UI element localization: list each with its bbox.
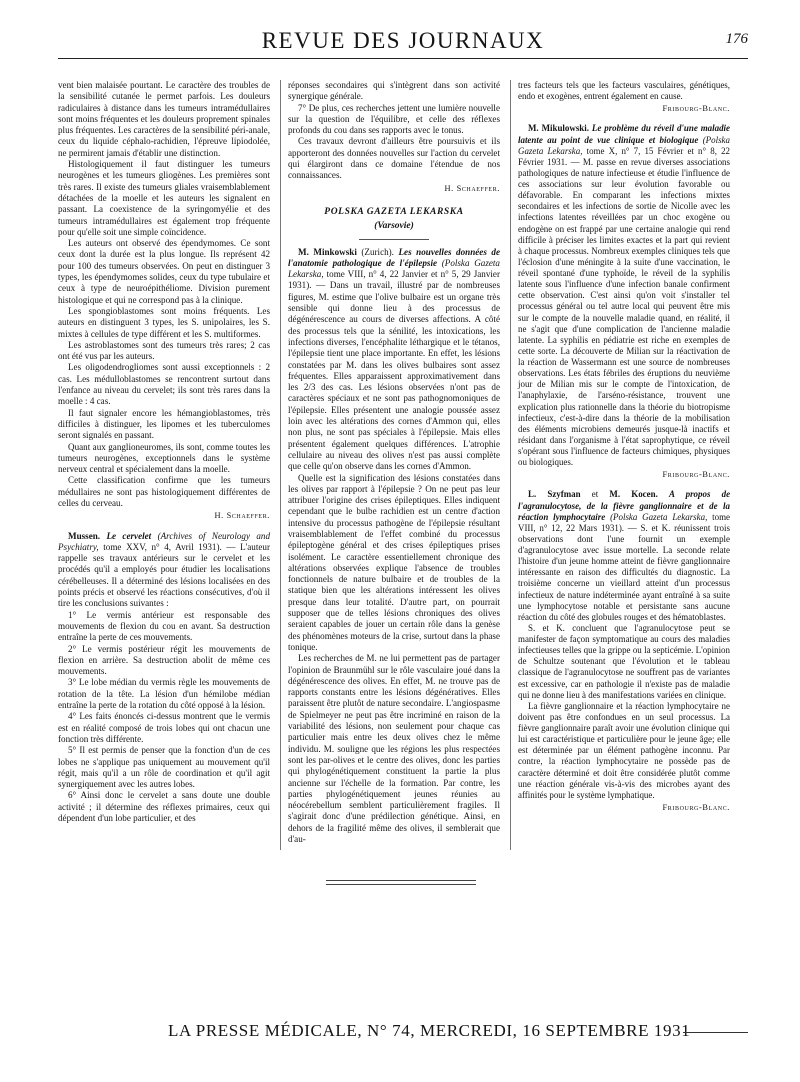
article-journal: (Polska Gazeta Lekarska,	[518, 134, 730, 156]
footer-issue-line: LA PRESSE MÉDICALE, N° 74, MERCREDI, 16 SEPTEMBRE 1931	[168, 1021, 691, 1040]
column-divider	[280, 80, 281, 850]
page-number: 176	[725, 31, 748, 47]
author-signature: H. Schaeffer.	[214, 511, 270, 521]
article-author: Mussen.	[68, 530, 101, 541]
journal-heading-rule	[359, 239, 429, 240]
article-conjunction: et	[591, 489, 599, 500]
column-divider	[510, 80, 511, 850]
article-title: Les nouvelles données de l'anatomie pathologique de l'épilepsie	[288, 246, 500, 268]
article-journal: (Polska Gazeta Lekarska,	[288, 257, 500, 280]
article-author: L. Szyfman	[528, 489, 581, 500]
paragraph: 5° Il est permis de penser que la fonction d'un de ces lobes ne s'applique pas uniquement au mouvement qu'il régit, mais qu'il a un rôle de coordination et qu'il agit synergiquement avec les autres lobes.	[58, 745, 270, 790]
section-end-rule	[326, 880, 476, 881]
paragraph: Les auteurs ont observé des épendymomes. Ce sont ceux dont la durée est la plus longue. Ils représent 42 pour 100 des tumeurs observées. On peut en distinguer 3 types, les épendymomes solides, ceux du type tubulaire et ceux à type de neuroépithéliome. Division purement histologique et qui ne correspond pas à la clinique.	[58, 238, 270, 305]
article-title: Le cervelet	[106, 530, 152, 541]
paragraph: tres facteurs tels que les facteurs vasculaires, génétiques, endo et exogènes, entrent également en cause.	[518, 80, 730, 102]
author-signature: Fribourg-Blanc.	[662, 104, 730, 114]
paragraph: 2° Le vermis postérieur régit les mouvements de flexion en arrière. Sa destruction abolit de même ces mouvements.	[58, 643, 270, 677]
paragraph: 1° Le vermis antérieur est responsable des mouvements de flexion du cou en avant. Sa destruction entraîne la perte de ces mouvements.	[58, 609, 270, 643]
paragraph: La fièvre ganglionnaire et la réaction lymphocytaire ne doivent pas être confondues en un seul processus. La fièvre ganglionnaire paraît avoir une évolution clinique qui lui est caractéristique et particulière pour le jeune âge; elle est déterminée par un élément pathogène inconnu. Par contre, la réaction lymphocytaire ne possède pas de caractère déterminé et doit être considérée plutôt comme une réaction générale vis-à-vis des microbes ayant des affinités pour le système lymphatique.	[518, 700, 730, 800]
paragraph: 4° Les faits énoncés ci-dessus montrent que le vermis est en réalité composé de trois lobes qui ont chacun une fonction très différente.	[58, 711, 270, 744]
article-reference: tome VIII, n° 12, 22 Mars 1931). — S. et K. réunissent trois observations dont l'une fournit un exemple d'agranulocytose avec issue mortelle. La seconde relate l'histoire d'un jeune homme atteint de fièvre ganglionnaire intéressante en raison des difficultés du diagnostic. La troisième concerne un vieillard atteint d'un processus infectieux de nature indéterminée ayant entraîné à sa suite une lymphocytose notable et persistante sans aucune réaction du côté des globules rouges et des hématoblastes.	[518, 511, 731, 622]
paragraph: 6° Ainsi donc le cervelet a sans doute une double activité ; il détermine des réflexes primaires, ceux qui dépendent d'un lobe particulier, et des	[58, 790, 270, 823]
paragraph: 7° De plus, ces recherches jettent une lumière nouvelle sur la question de l'équilibre, et celle des réflexes profonds du cou dans ses rapports avec le tonus.	[288, 102, 500, 136]
footer-rule	[683, 1032, 748, 1033]
author-signature: Fribourg-Blanc.	[662, 802, 730, 812]
paragraph: 3° Le lobe médian du vermis règle les mouvements de rotation de la tête. La lésion d'un hémilobe médian entraîne la perte de la rotation du côté opposé à la lésion.	[58, 677, 270, 711]
column-2	[288, 80, 500, 845]
paragraph: S. et K. concluent que l'agranulocytose peut se manifester de façon symptomatique au cours des maladies infectieuses telles que la grippe ou la septicémie. L'opinion de Schultze soutenant que l'évolution et le tableau classique de l'agranulocytose ne souffrent pas de variantes est excessive, car en pathologie il n'existe pas de maladie qui ne donne lieu à des manifestations variées en clinique.	[518, 622, 730, 700]
article-author: M. Kocen.	[609, 489, 658, 500]
article-reference: tome XXV, n° 4, Avril 1931). — L'auteur rappelle ses travaux antérieurs sur le cervelet et les procédés qu'il a employés pour étudier les localisations cérébelleuses. Il a déterminé des lésions localisées en des points précis et observé les réactions consécutives, d'où il tire les conclusions suivantes :	[58, 541, 270, 609]
paragraph: Cette classification confirme que les tumeurs médullaires ne sont pas histologiquement différentes de celles du cerveau.	[58, 475, 270, 508]
article-author: M. Mikulowski.	[528, 123, 589, 134]
article-abstract	[288, 247, 500, 473]
paragraph: Il faut signaler encore les hémangioblastomes, très difficiles à distinguer, les lipomes et les tuberculomes seront signalés en passant.	[58, 407, 270, 441]
article-title: A propos de l'agranulocytose, de la fièvre ganglionnaire et de la réaction lymphocytaire	[518, 489, 731, 522]
paragraph: Les astroblastomes sont des tumeurs très rares; 2 cas ont été vus par les auteurs.	[58, 339, 270, 362]
article-abstract	[518, 489, 730, 623]
page-title: REVUE DES JOURNAUX	[261, 28, 545, 53]
article-reference: tome VIII, n° 4, 22 Janvier et n° 5, 29 Janvier 1931). — Dans un travail, illustré par de nombreuses figures, M. estime que l'olive bulbaire est un organe très sensible qui donne lieu à des processus de dégénérescence au cours de diverses affections. A côté des processus tels que la sénilité, les intoxications, les infections diverses, l'encéphalite léthargique et le tétanos, l'épilepsie tient une place importante. En effet, les lésions constatées par M. dans les olives bulbaires sont assez fréquentes. Elles apparaissent approximativement dans les 2/3 des cas. Les lésions observées n'ont pas de caractères spéciaux et ne sont pas pathognomoniques de l'épilepsie. Elles présentent une analogie poussée assez loin avec les altérations des cornes d'Ammon qui, elles non plus, ne sont pas spéciales à l'épilepsie. Mais elles présentent également quelques différences. L'atrophie cellulaire au niveau des olives n'est pas aussi complète que celle qu'on observe dans les cornes d'Ammon.	[288, 269, 500, 472]
article-abstract	[518, 123, 730, 468]
paragraph: Les oligodendrogliomes sont aussi exceptionnels : 2 cas. Les médulloblastomes se rencontrent surtout dans l'enfance au niveau du cervelet; ils sont très rares dans la moelle : 4 cas.	[58, 362, 270, 407]
article-title: Le problème du réveil d'une maladie latente au point de vue clinique et biologique	[518, 123, 730, 145]
paragraph: vent bien malaisée pourtant. Le caractère des troubles de la sensibilité cutanée le permet parfois. Les douleurs radiculaires à distance dans les tumeurs intramédullaires sont moins fréquentes et les douleurs proprement spinales plus fréquentes. Les caractères de la sensibilité péri-anale, ceux du liquide céphalo-rachidien, l'épreuve lipiodolée, ne permirent jamais d'établir une distinction.	[58, 80, 270, 158]
author-signature: Fribourg-Blanc.	[662, 470, 730, 480]
article-abstract	[58, 531, 270, 610]
article-reference: tome X, n° 7, 15 Février et n° 8, 22 Février 1931. — M. passe en revue diverses associations pathologiques de nature infectieuse et étudie l'influence de ces associations sur leur évolution favorable ou défavorable. En comparant les infections mixtes secondaires et les infections de sortie de Nicolle avec les infections latentes réveillées par un choc exogène ou endogène on est frappé par une certaine analogie qui rend difficile à préciser les limites exactes et la part qui revient à chaque processus. Nombreux exemples cliniques tels que l'éclosion d'une méningite à la suite d'une vaccination, le réveil spontané d'une typhoïde, le réveil de la syphilis latente sous l'influence d'une infection banale confirment cette observation. C'est ainsi qu'on voit s'installer tel processus général ou tel autre local qui peuvent être mis sur le compte de la nouvelle maladie quand, en réalité, il ne s'agit que d'une complication de l'ancienne maladie latente. La syphilis en pédiatrie est riche en exemples de cette sorte. La découverte de Milian sur la réactivation de la réaction de Wassermann est une source de nombreuses observations. Les états fébriles des éruptions du neuvième jour de Milian mis sur le compte de l'intoxication, de l'anaphylaxie, de l'arséno-résistance, trouvent une explication plus rationnelle dans la théorie du biotropisme infectieux, c'est-à-dire dans la théorie de la mobilisation des éléments microbiens demeurés jusque-là inactifs et résidant dans l'organisme à l'état saprophytique, ce réveil s'opérant sous l'influence de facteurs chimiques, physiques ou biologiques.	[518, 145, 731, 468]
paragraph: Quelle est la signification des lésions constatées dans les olives par rapport à l'épilepsie ? On ne peut pas leur attribuer l'origine des crises épileptiques. Elles indiquent cependant que le bulbe rachidien est un centre d'action intensive du processus pathogène de l'épilepsie résultant vraisemblablement de l'effet combiné du processus épileptogène général et des crises épileptiques prises isolément. Le caractère essentiellement chronique des altérations observées explique l'absence de troubles fonctionnels de nature bulbaire et de troubles de la statique bien que les altérations intéressent les olives presque dans leur totalité. D'autre part, on pourrait supposer que de telles lésions chroniques des olives seraient capables de jouer un certain rôle dans la genèse des phénomènes moteurs de la crise, surtout dans la phase tonique.	[288, 472, 500, 652]
paragraph: réponses secondaires qui s'intègrent dans son activité synergique générale.	[288, 80, 500, 102]
column-1	[58, 80, 270, 824]
page-footer	[58, 1021, 748, 1043]
journal-city: (Varsovie)	[374, 221, 414, 232]
paragraph: Quant aux ganglioneuromes, ils sont, comme toutes les tumeurs neurogènes, exceptionnels dans le système nerveux central et spécialement dans la moelle.	[58, 441, 270, 475]
column-3	[518, 80, 730, 822]
author-signature: H. Schaeffer.	[444, 183, 500, 193]
paragraph: Histologiquement il faut distinguer les tumeurs neurogènes et les tumeurs gliogènes. Les premières sont très rares. Il existe des tumeurs gliales vraisemblablement détachées de la moelle et les auteurs les signalent en passant. La coexistence de la syringomyélie et des tumeurs intramédullaires est également trop fréquente pour qu'elle soit une simple coïncidence.	[58, 159, 270, 237]
paragraph: Les recherches de M. ne lui permettent pas de partager l'opinion de Braunmühl sur le rôle vasculaire joué dans la dégénérescence des olives. En effet, M. ne trouve pas de rapports constants entre les lésions dégénératives. Elles paraissent être plutôt de nature secondaire. L'angiospasme de Spielmeyer ne peut pas être incriminé en raison de la variabilité des lésions, non seulement pour chaque cas particulier mais entre les deux olives chez le même individu. M. souligne que les régions les plus respectées sont les par-olives et le centre des olives, donc les parties qui phylogénétiquement constituent la partie la plus ancienne sur l'échelle de la formation. Par contre, les parties phylogénétiquement jeunes réunies au néocérebellum semblent particulièrement fragiles. Il s'agirait donc d'une prédilection génétique. Ainsi, en dehors de la fragilité même des olives, il semblerait que d'au-	[288, 653, 500, 844]
article-journal: (Archives of Neurology and Psychiatry,	[58, 530, 270, 552]
header-rule	[58, 58, 748, 59]
article-author-city: (Zurich).	[361, 246, 394, 257]
paragraph: Les spongioblastomes sont moins fréquents. Les auteurs en distinguent 3 types, les S. unipolaires, les S. mixtes à cellules de type différent et les S. multiformes.	[58, 305, 270, 339]
article-journal: (Polska Gazeta Lekarska,	[610, 511, 708, 522]
section-end-rule	[326, 884, 476, 885]
article-author: M. Minkowski	[298, 246, 357, 257]
page-header	[58, 28, 748, 62]
journal-heading: POLSKA GAZETA LEKARSKA	[324, 206, 464, 217]
paragraph: Ces travaux devront d'ailleurs être poursuivis et ils apporteront des données nouvelles sur l'action du cervelet qui élargiront dans ce domaine l'étendue de nos connaissances.	[288, 136, 500, 181]
